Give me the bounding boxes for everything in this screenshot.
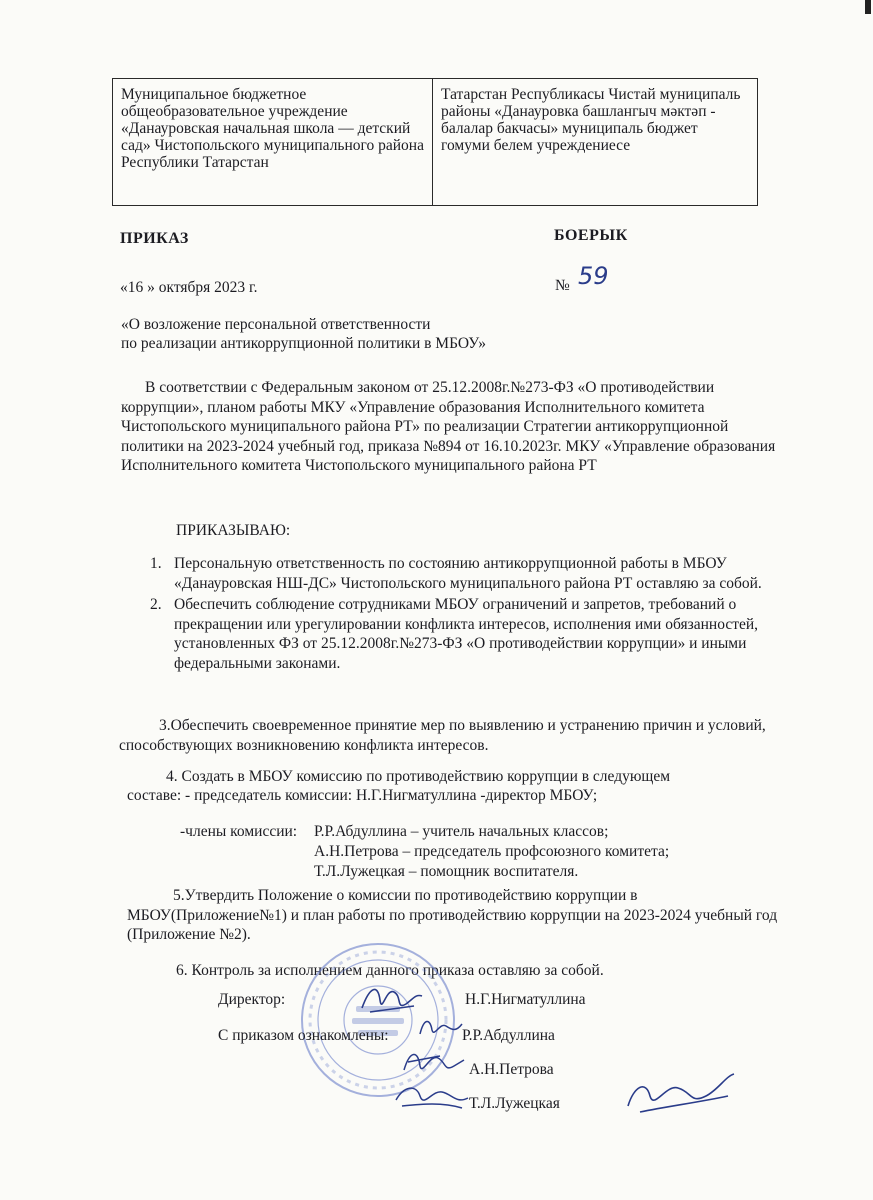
order-word: ПРИКАЗЫВАЮ: [176, 522, 291, 539]
header-left-cell: Муниципальное бюджетное общеобразовательное учреждение «Данауровская начальная школа — детский сад» Чистопольского муниципального района Республики Татарстан [113, 79, 433, 205]
order-items-list [138, 554, 798, 675]
order-subject-line1: «О возложение персональной ответственности [121, 316, 431, 333]
acquainted-label: С приказом ознакомлены: [218, 1027, 389, 1044]
signature-luzheckaya-icon [392, 1078, 472, 1114]
signature-abdullina-icon [416, 1012, 464, 1042]
extra-signature-icon [620, 1066, 740, 1122]
header-table [112, 78, 758, 206]
item4-line1: 4. Создать в МБОУ комиссию по противодействию коррупции в следующем [166, 768, 671, 785]
order-title-ru: ПРИКАЗ [120, 230, 189, 247]
list-item-number: 1. [150, 555, 162, 572]
list-item [138, 595, 798, 673]
scan-edge-mark [865, 0, 871, 14]
acquainted-name-2: А.Н.Петрова [469, 1061, 554, 1078]
order-number-value: 59 [578, 262, 609, 290]
order-title-tt: БОЕРЫК [554, 227, 628, 244]
order-subject-line2: по реализации антикоррупционной политики в МБОУ» [121, 335, 486, 352]
member-1: Р.Р.Абдуллина – учитель начальных классов; [314, 823, 609, 840]
item3-paragraph: 3.Обеспечить своевременное принятие мер по выявлению и устранению причин и условий, способствующих возникновению конфликта интересов. [119, 717, 766, 754]
director-label: Директор: [218, 991, 286, 1008]
item5-paragraph: 5.Утвердить Положение о комиссии по противодействию коррупции в МБОУ(Приложение№1) и план работы по противодействию коррупции на 2023-2024 учебный год (Приложение №2). [127, 887, 778, 943]
header-right-cell: Татарстан Республикасы Чистай муниципаль районы «Данауровка башлангыч мәктәп - балалар бакчасы» муниципаль бюджет гомуми белем учреждениесе [441, 86, 741, 154]
member-2: А.Н.Петрова – председатель профсоюзного комитета; [314, 843, 670, 860]
signature-petrova-icon [400, 1046, 466, 1078]
item4-line2: составе: - председатель комиссии: Н.Г.Нигматуллина -директор МБОУ; [127, 787, 598, 804]
list-item-text: Персональную ответственность по состоянию антикоррупционной работы в МБОУ «Данауровская НШ-ДС» Чистопольского муниципального района РТ оставляю за собой. [174, 555, 762, 592]
director-name: Н.Г.Нигматуллина [465, 991, 586, 1008]
acquainted-name-1: Р.Р.Абдуллина [462, 1027, 555, 1044]
list-item-number: 2. [150, 596, 162, 613]
member-3: Т.Л.Лужецкая – помощник воспитателя. [314, 863, 579, 880]
order-number-label: № [555, 277, 570, 294]
order-date: «16 » октября 2023 г. [120, 279, 258, 296]
item6-paragraph: 6. Контроль за исполнением данного приказа оставляю за собой. [176, 962, 604, 979]
list-item [138, 554, 798, 593]
list-item-text: Обеспечить соблюдение сотрудниками МБОУ ограничений и запретов, требований о прекращении или урегулировании конфликта интересов, исполнения ими обязанностей, установленных ФЗ от 25.12.2008г.№273-ФЗ «О противодействии коррупции» и иными федеральными законами. [174, 596, 759, 672]
members-label: -члены комиссии: [180, 823, 298, 840]
acquainted-name-3: Т.Л.Лужецкая [469, 1095, 560, 1112]
preamble-paragraph: В соответствии с Федеральным законом от 25.12.2008г.№273-ФЗ «О противодействии коррупции», планом работы МКУ «Управление образования Исполнительного комитета Чистопольского муниципального района РТ» по реализации Стратегии антикоррупционной политики на 2023-2024 учебный год, приказа №894 от 16.10.2023г. МКУ «Управление образования Исполнительного комитета Чистопольского муниципального района РТ [121, 379, 776, 474]
